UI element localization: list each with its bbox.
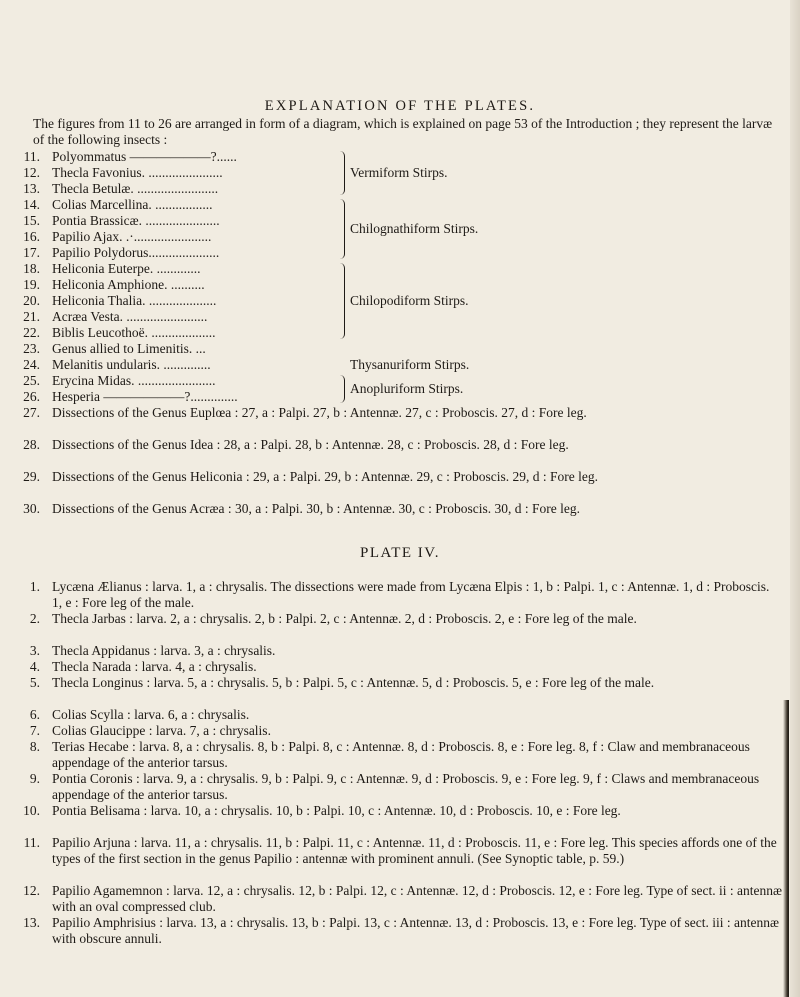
entry-number: 28. <box>23 437 40 452</box>
item-number: 14. <box>23 197 40 212</box>
group-label-anopluriform: Anopluriform Stirps. <box>350 381 464 396</box>
item-number: 24. <box>23 357 40 372</box>
entry-number: 30. <box>23 501 40 516</box>
entry-text: Thecla Appidanus : larva. 3, a : chrysalis. <box>52 643 276 658</box>
item-name: Heliconia Euterpe. ............. <box>52 261 201 276</box>
item-number: 18. <box>23 261 40 276</box>
entry-text: Dissections of the Genus Euplœa : 27, a : Palpi. 27, b : Antennæ. 27, c : Proboscis. 27, d : Fore leg. <box>52 405 587 420</box>
plate-entry <box>29 643 782 659</box>
item-name: Hesperia ——————?.............. <box>52 389 238 404</box>
group-bracket <box>340 375 345 403</box>
item-number: 11. <box>23 149 40 164</box>
plate-entry <box>29 707 782 723</box>
entry-number: 8. <box>29 739 40 754</box>
group-label-chilopodiform: Chilopodiform Stirps. <box>350 293 469 308</box>
entry-number: 6. <box>29 707 40 722</box>
plate-entry <box>29 611 782 627</box>
entry-number: 12. <box>23 883 40 898</box>
plate-entry <box>23 883 782 915</box>
page-edge-shadow <box>790 0 800 997</box>
entry-text: Colias Glaucippe : larva. 7, a : chrysalis. <box>52 723 271 738</box>
plate-entry <box>29 723 782 739</box>
dissection-entry <box>23 405 782 421</box>
entry-text: Colias Scylla : larva. 6, a : chrysalis. <box>52 707 250 722</box>
dissection-entry <box>23 501 782 517</box>
plate-entry <box>29 659 782 675</box>
entry-text: Terias Hecabe : larva. 8, a : chrysalis. 8, b : Palpi. 8, c : Antennæ. 8, d : Proboscis. 8, e : Fore leg. 8, f : Claw and membranaceous appendage of the anterior tarsus. <box>52 739 750 770</box>
item-number: 21. <box>23 309 40 324</box>
item-number: 23. <box>23 341 40 356</box>
plate-entry <box>23 803 782 819</box>
plate-entry <box>29 579 782 611</box>
item-name: Papilio Polydorus..................... <box>52 245 220 260</box>
item-name: Colias Marcellina. ................. <box>52 197 213 212</box>
entry-text: Lycæna Ælianus : larva. 1, a : chrysalis. The dissections were made from Lycæna Elpis : 1, b : Palpi. 1, c : Antennæ. 1, d : Proboscis. 1, e : Fore leg of the male. <box>52 579 770 610</box>
plate-title: PLATE IV. <box>360 545 440 561</box>
item-name: Pontia Brassicæ. ...................... <box>52 213 220 228</box>
plate-entry <box>29 675 782 691</box>
group-label-vermiform: Vermiform Stirps. <box>350 165 448 180</box>
item-name: Melanitis undularis. .............. <box>52 357 211 372</box>
item-name: Polyommatus ——————?...... <box>52 149 237 164</box>
entry-number: 3. <box>29 643 40 658</box>
entry-number: 13. <box>23 915 40 930</box>
item-number: 26. <box>23 389 40 404</box>
item-name: Acræa Vesta. ........................ <box>52 309 208 324</box>
item-name: Papilio Ajax. .·....................... <box>52 229 212 244</box>
group-label-chilognathiform: Chilognathiform Stirps. <box>350 221 479 236</box>
group-label-thysanuriform: Thysanuriform Stirps. <box>350 357 470 372</box>
plate-entry <box>29 739 782 771</box>
item-name: Erycina Midas. ....................... <box>52 373 216 388</box>
page-edge-mark <box>783 700 789 997</box>
item-name: Thecla Betulæ. ........................ <box>52 181 219 196</box>
entry-number: 27. <box>23 405 40 420</box>
dissection-entry <box>23 469 782 485</box>
entry-text: Pontia Belisama : larva. 10, a : chrysalis. 10, b : Palpi. 10, c : Antennæ. 10, d : Proboscis. 10, e : Fore leg. <box>52 803 621 818</box>
plate-entry <box>23 835 782 867</box>
item-name: Heliconia Amphione. .......... <box>52 277 205 292</box>
entry-number: 10. <box>23 803 40 818</box>
entry-text: Pontia Coronis : larva. 9, a : chrysalis. 9, b : Palpi. 9, c : Antennæ. 9, d : Proboscis. 9, e : Fore leg. 9, f : Claws and membranaceous appendage of the anterior tarsus. <box>52 771 760 802</box>
entry-number: 5. <box>29 675 40 690</box>
plate-entry <box>29 771 782 803</box>
entry-text: Dissections of the Genus Idea : 28, a : Palpi. 28, b : Antennæ. 28, c : Proboscis. 28, d : Fore leg. <box>52 437 569 452</box>
intro-paragraph: The figures from 11 to 26 are arranged in form of a diagram, which is explained on page 53 of the Introduction ; they represent the larvæ of the following insects : <box>33 116 773 147</box>
item-number: 19. <box>23 277 40 292</box>
entry-number: 1. <box>29 579 40 594</box>
entry-text: Papilio Amphrisius : larva. 13, a : chrysalis. 13, b : Palpi. 13, c : Antennæ. 13, d : Proboscis. 13, e : Fore leg. Type of sect. iii : antennæ with obscure annuli. <box>52 915 779 946</box>
item-number: 13. <box>23 181 40 196</box>
group-bracket <box>340 263 345 339</box>
entry-text: Thecla Narada : larva. 4, a : chrysalis. <box>52 659 257 674</box>
page-title: EXPLANATION OF THE PLATES. <box>264 97 536 114</box>
group-bracket <box>340 199 345 259</box>
plate-entry <box>23 915 782 947</box>
item-number: 15. <box>23 213 40 228</box>
item-name: Genus allied to Limenitis. ... <box>52 341 206 356</box>
item-number: 16. <box>23 229 40 244</box>
entry-text: Papilio Agamemnon : larva. 12, a : chrysalis. 12, b : Palpi. 12, c : Antennæ. 12, d : Proboscis. 12, e : Fore leg. Type of sect. ii : antennæ with an oval compressed club. <box>52 883 782 914</box>
item-number: 25. <box>23 373 40 388</box>
entry-number: 9. <box>29 771 40 786</box>
entry-text: Dissections of the Genus Heliconia : 29, a : Palpi. 29, b : Antennæ. 29, c : Proboscis. 29, d : Fore leg. <box>52 469 598 484</box>
entry-text: Thecla Jarbas : larva. 2, a : chrysalis. 2, b : Palpi. 2, c : Antennæ. 2, d : Proboscis. 2, e : Fore leg of the male. <box>52 611 637 626</box>
entry-text: Papilio Arjuna : larva. 11, a : chrysalis. 11, b : Palpi. 11, c : Antennæ. 11, d : Proboscis. 11, e : Fore leg. This species affords one of the types of the first section in the genus Papilio : antennæ with prominent annuli. (See Synoptic table, p. 59.) <box>52 835 777 866</box>
item-name: Biblis Leucothoë. ................... <box>52 325 216 340</box>
item-name: Thecla Favonius. ...................... <box>52 165 223 180</box>
entry-number: 2. <box>29 611 40 626</box>
entry-number: 11. <box>23 835 40 850</box>
item-number: 17. <box>23 245 40 260</box>
entry-number: 29. <box>23 469 40 484</box>
item-number: 12. <box>23 165 40 180</box>
dissection-entry <box>23 437 782 453</box>
item-number: 22. <box>23 325 40 340</box>
group-bracket <box>340 151 345 195</box>
entry-text: Dissections of the Genus Acræa : 30, a : Palpi. 30, b : Antennæ. 30, c : Proboscis. 30, d : Fore leg. <box>52 501 580 516</box>
item-name: Heliconia Thalia. .................... <box>52 293 217 308</box>
entry-number: 7. <box>29 723 40 738</box>
entry-number: 4. <box>29 659 40 674</box>
entry-text: Thecla Longinus : larva. 5, a : chrysalis. 5, b : Palpi. 5, c : Antennæ. 5, d : Proboscis. 5, e : Fore leg of the male. <box>52 675 655 690</box>
item-number: 20. <box>23 293 40 308</box>
